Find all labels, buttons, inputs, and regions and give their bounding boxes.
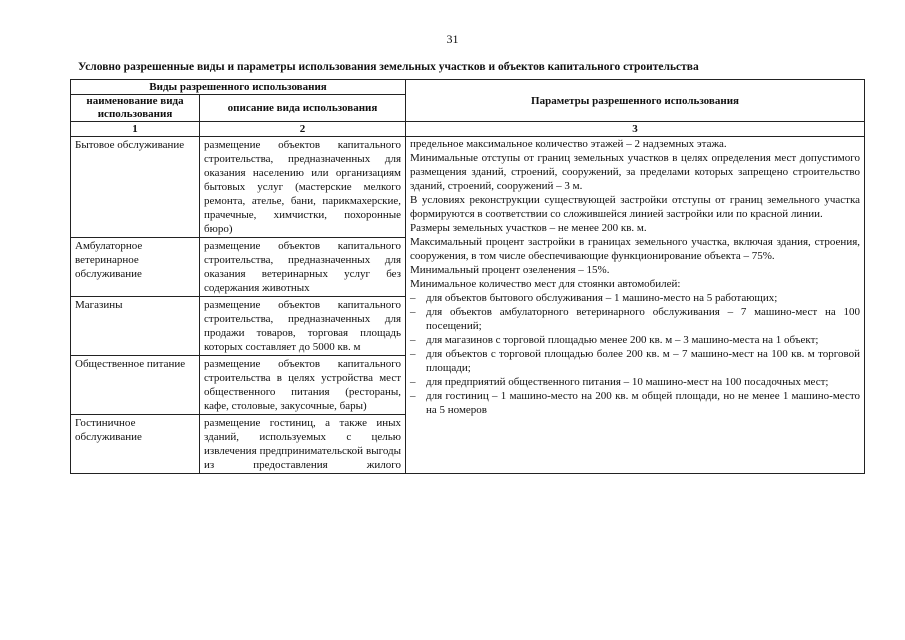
parameters-cell bbox=[406, 137, 865, 474]
use-name: Гостиничное обслуживание bbox=[71, 415, 200, 474]
column-number-row bbox=[71, 122, 865, 137]
param-line: В условиях реконструкции существующей застройки отступы от границ земельного участка формируются в соответствии со сложившейся линией застройки или по красной линии. bbox=[410, 194, 861, 220]
use-name: Общественное питание bbox=[71, 356, 200, 415]
use-name: Амбулаторное ветеринарное обслуживание bbox=[71, 238, 200, 297]
list-item-text: для магазинов с торговой площадью менее 200 кв. м – 3 машино-места на 1 объект; bbox=[426, 334, 819, 346]
list-item-text: для объектов амбулаторного ветеринарного обслуживания – 7 машино-мест на 100 посещений; bbox=[426, 306, 861, 332]
param-line: Минимальный процент озеленения – 15%. bbox=[410, 264, 610, 276]
list-item bbox=[410, 291, 860, 305]
column-number-2: 2 bbox=[200, 122, 406, 137]
list-item bbox=[410, 375, 860, 389]
list-item bbox=[410, 389, 860, 417]
list-item-text: для предприятий общественного питания – 10 машино-мест на 100 посадочных мест; bbox=[426, 376, 829, 388]
document-title: Условно разрешенные виды и параметры использования земельных участков и объектов капитального строительства bbox=[78, 61, 699, 73]
use-description: размещение объектов капитального строительства в целях устройства мест общественного питания (рестораны, кафе, столовые, закусочные, бары) bbox=[200, 356, 406, 415]
bullet: – bbox=[410, 334, 416, 346]
use-name: Магазины bbox=[71, 297, 200, 356]
column-number-3: 3 bbox=[406, 122, 865, 137]
use-description: размещение объектов капитального строительства, предназначенных для оказания ветеринарных услуг без содержания животных bbox=[200, 238, 406, 297]
bullet: – bbox=[410, 348, 416, 360]
bullet: – bbox=[410, 306, 416, 318]
param-line: Максимальный процент застройки в границах земельного участка, включая здания, строения, сооружения, в том числе обеспечивающие функционирование объекта – 75%. bbox=[410, 236, 861, 262]
list-item bbox=[410, 333, 860, 347]
param-line: Размеры земельных участков – не менее 200 кв. м. bbox=[410, 222, 647, 234]
use-description: размещение гостиниц, а также иных зданий, используемых с целью извлечения предпринимательской выгоды из предоставления жилого bbox=[200, 415, 406, 474]
param-line: предельное максимальное количество этажей – 2 надземных этажа. bbox=[410, 138, 727, 150]
land-use-table bbox=[70, 79, 865, 474]
description-header: описание вида использования bbox=[200, 95, 406, 122]
list-item-text: для объектов с торговой площадью более 200 кв. м – 7 машино-мест на 100 кв. м торговой площади; bbox=[426, 348, 861, 374]
param-line: Минимальные отступы от границ земельных участков в целях определения мест допустимого размещения зданий, строений, сооружений, за пределами которых запрещено строительство зданий, строений, сооружений – 3 м. bbox=[410, 152, 861, 192]
param-line: Минимальное количество мест для стоянки автомобилей: bbox=[410, 278, 681, 290]
use-description: размещение объектов капитального строительства, предназначенных для продажи товаров, торговая площадь которых составляет до 5000 кв. м bbox=[200, 297, 406, 356]
list-item bbox=[410, 305, 860, 333]
use-description: размещение объектов капитального строительства, предназначенных для оказания населению или организациям бытовых услуг (мастерские мелкого ремонта, ателье, бани, парикмахерские, прачечные, химчистки, похоронные бюро) bbox=[200, 137, 406, 238]
use-name: Бытовое обслуживание bbox=[71, 137, 200, 238]
bullet: – bbox=[410, 390, 416, 402]
bullet: – bbox=[410, 292, 416, 304]
list-item-text: для гостиниц – 1 машино-место на 200 кв. м общей площади, но не менее 1 машино-место на 5 номеров bbox=[426, 390, 861, 416]
column-number-1: 1 bbox=[71, 122, 200, 137]
params-header: Параметры разрешенного использования bbox=[406, 80, 865, 122]
name-header: наименование вида использования bbox=[71, 95, 200, 122]
bullet: – bbox=[410, 376, 416, 388]
group-header: Виды разрешенного использования bbox=[71, 80, 406, 95]
parking-list bbox=[410, 291, 860, 417]
list-item-text: для объектов бытового обслуживания – 1 машино-место на 5 работающих; bbox=[426, 292, 778, 304]
page-number: 31 bbox=[446, 32, 459, 46]
table-row bbox=[71, 137, 865, 238]
header-row-top bbox=[71, 80, 865, 95]
list-item bbox=[410, 347, 860, 375]
